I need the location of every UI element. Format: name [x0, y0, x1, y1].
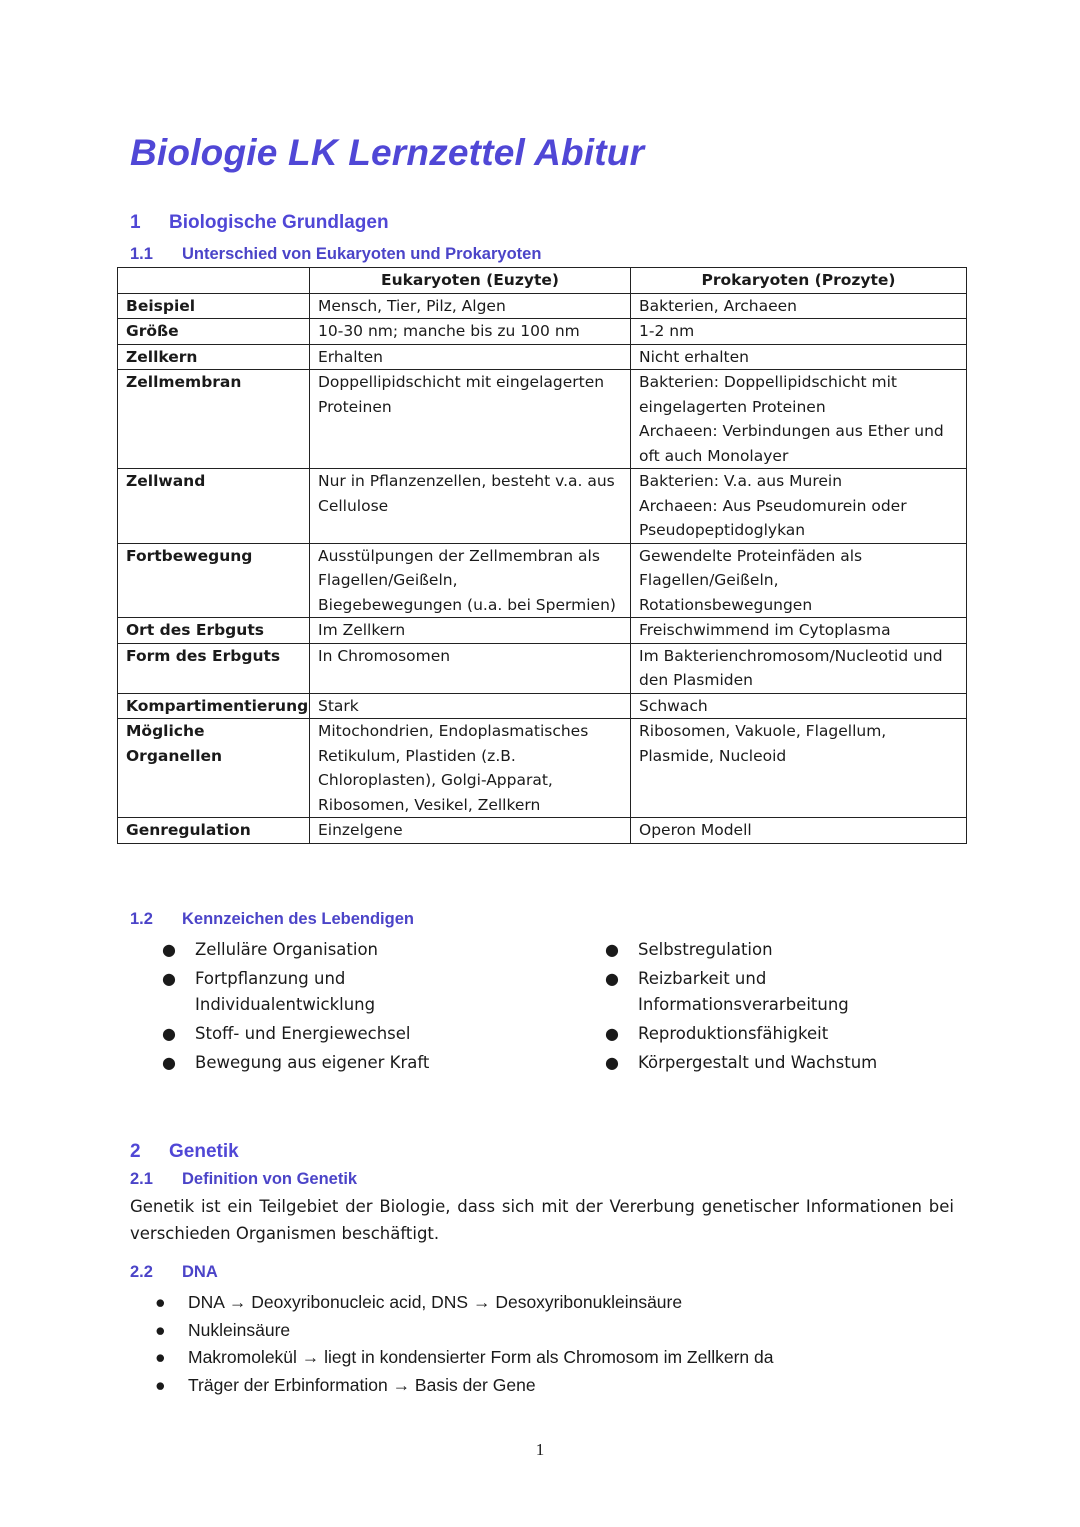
row-label-cell: Ort des Erbguts [118, 618, 310, 644]
eukaryoten-cell: Nur in Pflanzenzellen, besteht v.a. aus Cellulose [310, 469, 631, 544]
page-number: 1 [535, 1440, 545, 1459]
table-row [118, 344, 967, 370]
row-label-cell: Zellkern [118, 344, 310, 370]
table-row [118, 293, 967, 319]
list-item [155, 1344, 773, 1372]
list-item-text: DNA → Deoxyribonucleic acid, DNS → Desoxyribonukleinsäure [188, 1292, 683, 1312]
list-item [605, 1050, 905, 1076]
row-label-cell: Form des Erbguts [118, 643, 310, 693]
list-item-text: Makromolekül → liegt in kondensierter Form als Chromosom im Zellkern da [188, 1347, 774, 1367]
eukaryoten-cell: Mitochondrien, Endoplasmatisches Retikulum, Plastiden (z.B. Chloroplasten), Golgi-Apparat, Ribosomen, Vesikel, Zellkern [310, 719, 631, 818]
table-row [118, 370, 967, 469]
table-row [118, 543, 967, 618]
bullet-icon: ● [605, 969, 619, 988]
list-item [605, 937, 905, 963]
list-item [155, 1289, 773, 1317]
kennzeichen-list-right [605, 937, 905, 1079]
prokaryoten-cell: Gewendelte Proteinfäden als Flagellen/Geißeln, Rotationsbewegungen [631, 543, 967, 618]
bullet-icon: ● [162, 969, 176, 988]
bullet-icon: ● [162, 1053, 176, 1072]
row-label-cell: Genregulation [118, 818, 310, 844]
list-item-text: Zelluläre Organisation [195, 940, 379, 959]
list-item [605, 966, 905, 1018]
comparison-table [117, 267, 967, 844]
prokaryoten-cell: Schwach [631, 693, 967, 719]
list-item-text: Selbstregulation [638, 940, 773, 959]
subsection-number: 1.1 [130, 245, 153, 263]
section-number: 2 [130, 1141, 141, 1162]
subsection-title: Kennzeichen des Lebendigen [182, 910, 414, 928]
subsection-number: 2.1 [130, 1170, 153, 1188]
prokaryoten-cell: Bakterien, Archaeen [631, 293, 967, 319]
table-row [118, 319, 967, 345]
eukaryoten-cell: Mensch, Tier, Pilz, Algen [310, 293, 631, 319]
dna-bullet-list [155, 1289, 773, 1399]
table-row [118, 693, 967, 719]
list-item-text: Träger der Erbinformation → Basis der Gene [188, 1374, 536, 1395]
list-item [162, 966, 462, 1018]
list-item [605, 1021, 905, 1047]
prokaryoten-cell: 1-2 nm [631, 319, 967, 345]
list-item-text: Bewegung aus eigener Kraft [195, 1053, 430, 1072]
section-title: Genetik [169, 1141, 239, 1162]
list-item [162, 1021, 462, 1047]
bullet-icon: ● [605, 940, 619, 959]
bullet-icon: ● [605, 1053, 619, 1072]
eukaryoten-cell: Stark [310, 693, 631, 719]
subsection-heading-1-1 [130, 245, 541, 264]
list-item-text: Reproduktionsfähigkeit [638, 1024, 829, 1043]
subsection-number: 1.2 [130, 910, 153, 928]
row-label-cell: Zellwand [118, 469, 310, 544]
prokaryoten-cell: Nicht erhalten [631, 344, 967, 370]
row-label-cell: Beispiel [118, 293, 310, 319]
list-item-text: Körpergestalt und Wachstum [638, 1053, 878, 1072]
section-title: Biologische Grundlagen [169, 212, 389, 233]
subsection-title: Unterschied von Eukaryoten und Prokaryoten [182, 245, 542, 263]
table-row [118, 818, 967, 844]
list-item-text: Fortpflanzung und Individualentwicklung [195, 969, 376, 1014]
prokaryoten-cell: Freischwimmend im Cytoplasma [631, 618, 967, 644]
row-label-cell: Zellmembran [118, 370, 310, 469]
kennzeichen-list-left [162, 937, 462, 1079]
eukaryoten-cell: Einzelgene [310, 818, 631, 844]
prokaryoten-cell: Bakterien: V.a. aus Murein Archaeen: Aus Pseudomurein oder Pseudopeptidoglykan [631, 469, 967, 544]
subsection-heading-2-1 [130, 1170, 357, 1189]
table-header-cell [118, 268, 310, 294]
table-row [118, 618, 967, 644]
bullet-icon: ● [155, 1292, 166, 1312]
list-item-text: Nukleinsäure [188, 1319, 291, 1340]
bullet-icon: ● [155, 1374, 166, 1395]
table-row [118, 643, 967, 693]
section-number: 1 [130, 212, 141, 233]
section-heading-2 [130, 1141, 239, 1163]
table-body [118, 293, 967, 843]
section-heading-1 [130, 212, 389, 234]
subsection-title: Definition von Genetik [182, 1170, 358, 1188]
row-label-cell: Kompartimentierung [118, 693, 310, 719]
table-header-cell: Eukaryoten (Euzyte) [310, 268, 631, 294]
list-item-text: Stoff- und Energiewechsel [195, 1024, 411, 1043]
eukaryoten-cell: Im Zellkern [310, 618, 631, 644]
subsection-number: 2.2 [130, 1263, 153, 1281]
bullet-icon: ● [162, 1024, 176, 1043]
eukaryoten-cell: In Chromosomen [310, 643, 631, 693]
list-item [162, 1050, 462, 1076]
table-row [118, 469, 967, 544]
bullet-icon: ● [155, 1319, 166, 1340]
table-row [118, 719, 967, 818]
list-item [155, 1372, 773, 1400]
subsection-title: DNA [182, 1263, 218, 1281]
genetik-definition-paragraph: Genetik ist ein Teilgebiet der Biologie, dass sich mit der Vererbung genetischer Informationen bei verschieden Organismen beschäftigt. [130, 1197, 954, 1243]
bullet-icon: ● [605, 1024, 619, 1043]
subsection-heading-1-2 [130, 910, 414, 929]
row-label-cell: Mögliche Organellen [118, 719, 310, 818]
eukaryoten-cell: Erhalten [310, 344, 631, 370]
row-label-cell: Fortbewegung [118, 543, 310, 618]
row-label-cell: Größe [118, 319, 310, 345]
bullet-icon: ● [155, 1347, 166, 1367]
prokaryoten-cell: Bakterien: Doppellipidschicht mit eingelagerten Proteinen Archaeen: Verbindungen aus Ether und oft auch Monolayer [631, 370, 967, 469]
bullet-icon: ● [162, 940, 176, 959]
prokaryoten-cell: Ribosomen, Vakuole, Flagellum, Plasmide, Nucleoid [631, 719, 967, 818]
list-item [162, 937, 462, 963]
table-header-row [118, 268, 967, 294]
eukaryoten-cell: 10-30 nm; manche bis zu 100 nm [310, 319, 631, 345]
document-title: Biologie LK Lernzettel Abitur [130, 132, 645, 173]
prokaryoten-cell: Im Bakterienchromosom/Nucleotid und den Plasmiden [631, 643, 967, 693]
table-header-cell: Prokaryoten (Prozyte) [631, 268, 967, 294]
prokaryoten-cell: Operon Modell [631, 818, 967, 844]
subsection-heading-2-2 [130, 1263, 218, 1282]
list-item-text: Reizbarkeit und Informationsverarbeitung [638, 969, 849, 1014]
eukaryoten-cell: Doppellipidschicht mit eingelagerten Proteinen [310, 370, 631, 469]
list-item [155, 1317, 773, 1345]
eukaryoten-cell: Ausstülpungen der Zellmembran als Flagellen/Geißeln, Biegebewegungen (u.a. bei Spermien) [310, 543, 631, 618]
